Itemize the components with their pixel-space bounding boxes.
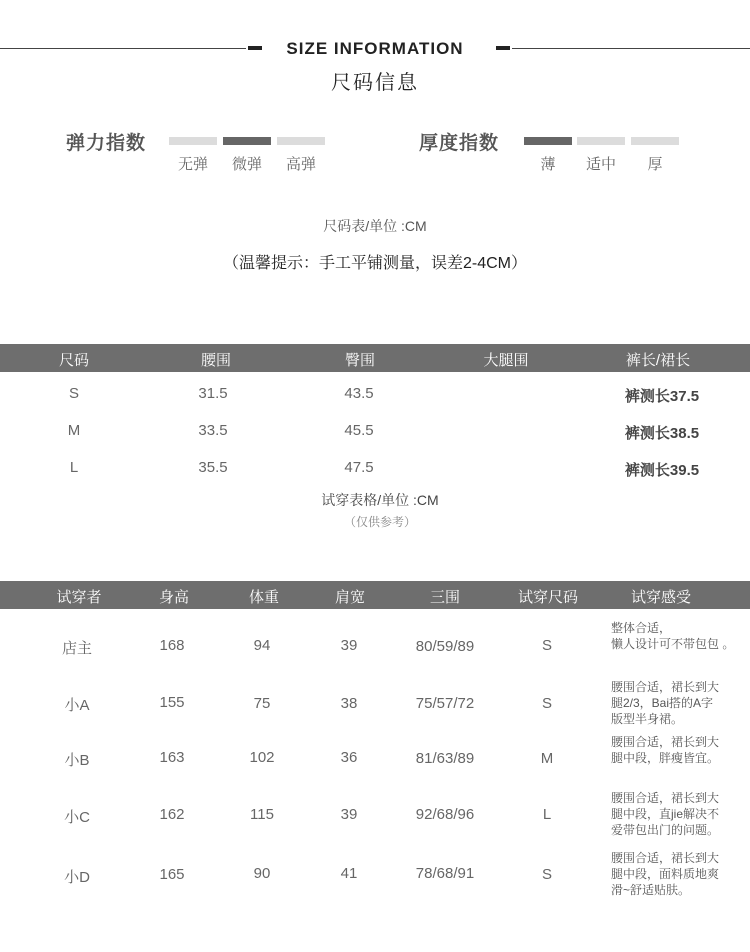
page-title-zh: 尺码信息 xyxy=(331,72,419,94)
elasticity-label-none: 无弹 xyxy=(177,156,208,173)
tryon-col-tester: 试穿者 xyxy=(56,589,102,606)
size-col-hip: 臀围 xyxy=(344,352,375,369)
thickness-title: 厚度指数 xyxy=(419,133,500,154)
size-cell: S xyxy=(68,385,79,402)
tester-name: 小A xyxy=(64,697,90,714)
size-col-size: 尺码 xyxy=(58,352,89,369)
elasticity-label-high: 高弹 xyxy=(285,156,316,173)
size-cell: 35.5 xyxy=(198,459,228,476)
tryon-col-weight: 体重 xyxy=(248,589,279,606)
elasticity-title: 弹力指数 xyxy=(66,133,147,154)
size-cell: 裤测长39.5 xyxy=(624,462,700,479)
tester-feedback: 腰围合适，裙长到大 腿2/3，Bai搭的A字 版型半身裙。 xyxy=(611,680,720,726)
tryon-col-size: 试穿尺码 xyxy=(517,589,578,606)
elasticity-bar-high xyxy=(277,137,325,145)
size-col-length: 裤长/裙长 xyxy=(625,352,691,369)
tryon-col-height: 身高 xyxy=(158,589,189,606)
tester-shoulder: 39 xyxy=(340,637,358,654)
tester-shoulder: 39 xyxy=(340,806,358,823)
size-cell: 45.5 xyxy=(344,422,374,439)
size-cell: 47.5 xyxy=(344,459,374,476)
size-cell: 43.5 xyxy=(344,385,374,402)
tester-shoulder: 36 xyxy=(340,749,358,766)
tester-height: 168 xyxy=(159,637,185,654)
size-col-thigh: 大腿围 xyxy=(483,352,529,369)
tester-size: S xyxy=(541,866,552,883)
tester-weight: 94 xyxy=(253,637,271,654)
thickness-bar-thick xyxy=(631,137,679,145)
tester-feedback: 整体合适， 懒人设计可不带包包 。 xyxy=(611,621,735,651)
tester-feedback: 腰围合适，裙长到大 腿中段，胖瘦皆宜。 xyxy=(611,735,720,765)
tryon-reference-note: （仅供参考） xyxy=(343,515,416,529)
size-unit-note: 尺码表/单位 :CM xyxy=(323,218,427,234)
page-title-en: SIZE INFORMATION xyxy=(286,39,464,58)
tester-weight: 75 xyxy=(253,695,271,712)
tester-weight: 90 xyxy=(253,865,271,882)
tester-measurements: 80/59/89 xyxy=(415,638,475,655)
size-table-header xyxy=(0,344,750,372)
size-col-waist: 腰围 xyxy=(200,352,231,369)
size-cell: 裤测长38.5 xyxy=(624,425,700,442)
size-cell: 裤测长37.5 xyxy=(624,388,700,405)
tester-height: 155 xyxy=(159,694,185,711)
tester-measurements: 78/68/91 xyxy=(415,865,475,882)
tryon-col-shoulder: 肩宽 xyxy=(334,589,365,606)
size-cell: L xyxy=(69,459,79,476)
tester-height: 165 xyxy=(159,866,185,883)
tester-name: 小C xyxy=(64,809,90,826)
tryon-col-measurements: 三围 xyxy=(429,589,460,606)
tryon-col-feedback: 试穿感受 xyxy=(630,589,691,606)
elasticity-bar-slight xyxy=(223,137,271,145)
tester-name: 小D xyxy=(64,869,90,886)
thickness-label-medium: 适中 xyxy=(585,156,616,173)
measurement-tip: （温馨提示：手工平铺测量，误差2-4CM） xyxy=(222,255,527,272)
tryon-unit-note: 试穿表格/单位 :CM xyxy=(321,492,439,508)
size-cell: 31.5 xyxy=(198,385,228,402)
tester-shoulder: 38 xyxy=(340,695,358,712)
thickness-bar-medium xyxy=(577,137,625,145)
size-cell: 33.5 xyxy=(198,422,228,439)
size-cell: M xyxy=(67,422,81,439)
tester-measurements: 81/63/89 xyxy=(415,750,475,767)
tester-height: 163 xyxy=(159,749,185,766)
tester-feedback: 腰围合适，裙长到大 腿中段，面料质地爽 滑~舒适贴肤。 xyxy=(611,851,720,897)
tester-size: L xyxy=(542,806,552,823)
tester-name: 店主 xyxy=(61,640,92,657)
tester-name: 小B xyxy=(64,752,90,769)
tester-feedback: 腰围合适，裙长到大 腿中段，直jie解决不 爱带包出门的问题。 xyxy=(611,791,720,837)
thickness-bar-thin xyxy=(524,137,572,145)
thickness-label-thick: 厚 xyxy=(647,156,663,173)
tester-measurements: 92/68/96 xyxy=(415,806,475,823)
tester-size: M xyxy=(540,750,554,767)
tester-size: S xyxy=(541,695,552,712)
elasticity-bar-none xyxy=(169,137,217,145)
tester-weight: 102 xyxy=(249,749,275,766)
tester-weight: 115 xyxy=(250,806,274,823)
thickness-label-thin: 薄 xyxy=(540,156,556,173)
tryon-table-header xyxy=(0,581,750,609)
tester-height: 162 xyxy=(159,806,185,823)
elasticity-label-slight: 微弹 xyxy=(231,156,262,173)
tester-shoulder: 41 xyxy=(340,865,358,882)
tester-size: S xyxy=(541,637,552,654)
tester-measurements: 75/57/72 xyxy=(415,695,475,712)
